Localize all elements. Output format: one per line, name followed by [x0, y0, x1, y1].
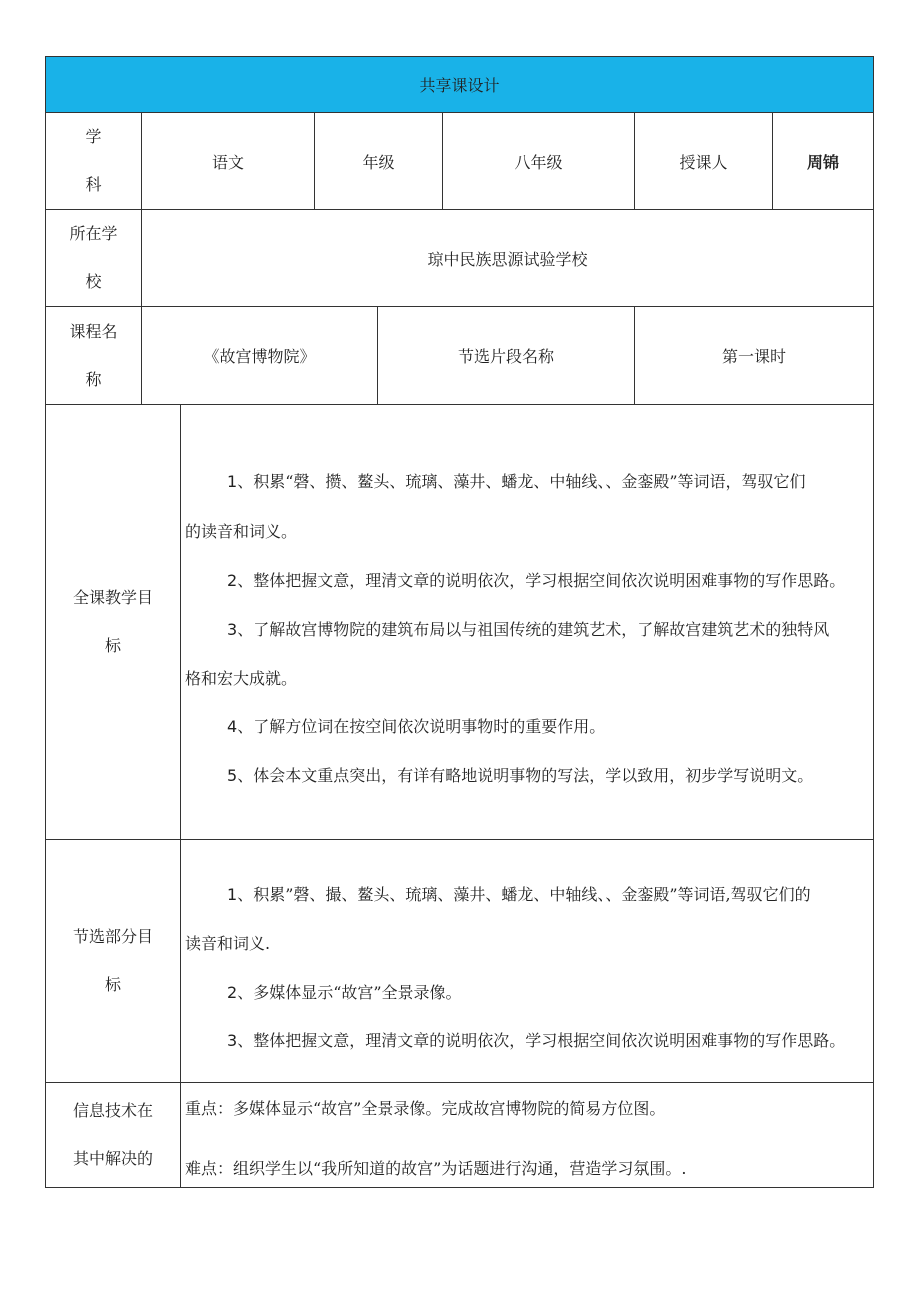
course-goal-item: 2、整体把握文意，理清文章的说明依次，学习根据空间依次说明困难事物的写作思路。 — [227, 571, 846, 590]
course-goal-item-cont: 格和宏大成就。 — [185, 669, 298, 688]
section-goal-item: 2、多媒体显示“故宫”全景录像。 — [227, 983, 462, 1002]
teacher-label-cell — [634, 113, 772, 209]
grade-value-cell — [442, 113, 634, 209]
tech-label-line2: 其中解决的 — [72, 1149, 153, 1168]
course-goal-item-cont: 的读音和词义。 — [185, 522, 298, 541]
tech-row — [45, 1083, 874, 1188]
teacher-value-cell — [772, 113, 873, 209]
tech-label-cell — [46, 1083, 180, 1187]
section-goals-row — [45, 840, 874, 1083]
section-goals-content — [180, 840, 873, 1082]
course-label-cell — [46, 307, 141, 404]
subject-row — [45, 113, 874, 210]
course-goals-label-line2: 标 — [104, 636, 121, 655]
course-value: 《故宫博物院》 — [203, 347, 316, 366]
course-goals-content — [180, 405, 873, 839]
subject-value-cell — [141, 113, 314, 209]
tech-content — [180, 1083, 873, 1187]
teacher-label: 授课人 — [679, 152, 728, 172]
course-value-cell — [141, 307, 377, 404]
section-goal-item: 3、整体把握文意，理清文章的说明依次，学习根据空间依次说明困难事物的写作思路。 — [227, 1031, 846, 1050]
school-row — [45, 210, 874, 307]
subject-value: 语文 — [211, 152, 244, 172]
subject-label-cell — [46, 113, 141, 209]
course-goal-item: 5、体会本文重点突出，有详有略地说明事物的写法，学以致用，初步学写说明文。 — [227, 766, 814, 785]
section-goals-label-line1: 节选部分目 — [72, 927, 153, 946]
grade-value: 八年级 — [514, 152, 563, 172]
course-goals-row — [45, 405, 874, 840]
course-goals-label-line1: 全课教学目 — [72, 588, 153, 607]
course-goal-item: 4、了解方位词在按空间依次说明事物时的重要作用。 — [227, 717, 606, 736]
tech-difficulty: 难点：组织学生以“我所知道的故宫”为话题进行沟通，营造学习氛围。. — [185, 1159, 687, 1178]
course-row — [45, 307, 874, 405]
subject-label-line2: 科 — [85, 175, 102, 194]
grade-label-cell — [314, 113, 442, 209]
lesson-design-table — [45, 56, 874, 1188]
subject-label-line1: 学 — [85, 127, 102, 146]
teacher-value: 周锦 — [806, 152, 839, 172]
section-goals-label-line2: 标 — [104, 975, 121, 994]
school-value-cell — [141, 210, 873, 306]
section-goals-label-cell — [46, 840, 180, 1082]
tech-focus: 重点：多媒体显示“故宫”全景录像。完成故宫博物院的简易方位图。 — [185, 1099, 666, 1118]
school-label-line2: 校 — [85, 272, 102, 291]
tech-label-line1: 信息技术在 — [72, 1101, 153, 1120]
school-label-cell — [46, 210, 141, 306]
course-goal-item: 3、了解故宫博物院的建筑布局以与祖国传统的建筑艺术，了解故宫建筑艺术的独特风 — [227, 620, 830, 639]
section-value: 第一课时 — [721, 347, 786, 366]
section-value-cell — [634, 307, 873, 404]
section-label: 节选片段名称 — [457, 347, 554, 366]
section-label-cell — [377, 307, 634, 404]
section-goal-item-cont: 读音和词义. — [185, 934, 271, 953]
course-goal-item: 1、积累“磬、攒、鳌头、琉璃、藻井、蟠龙、中轴线、、金銮殿”等词语，驾驭它们 — [227, 472, 806, 491]
course-label-line2: 称 — [85, 369, 102, 389]
school-value: 琼中民族思源试验学校 — [427, 249, 588, 269]
course-goals-label-cell — [46, 405, 180, 839]
section-goal-item: 1、积累”磬、撮、鳌头、琉璃、藻井、蟠龙、中轴线、、金銮殿”等词语,驾驭它们的 — [227, 885, 811, 904]
table-title — [45, 56, 874, 113]
grade-label: 年级 — [362, 152, 395, 172]
school-label-line1: 所在学 — [69, 224, 118, 243]
table-title-text: 共享课设计 — [419, 76, 500, 95]
course-label-line1: 课程名 — [69, 321, 118, 341]
